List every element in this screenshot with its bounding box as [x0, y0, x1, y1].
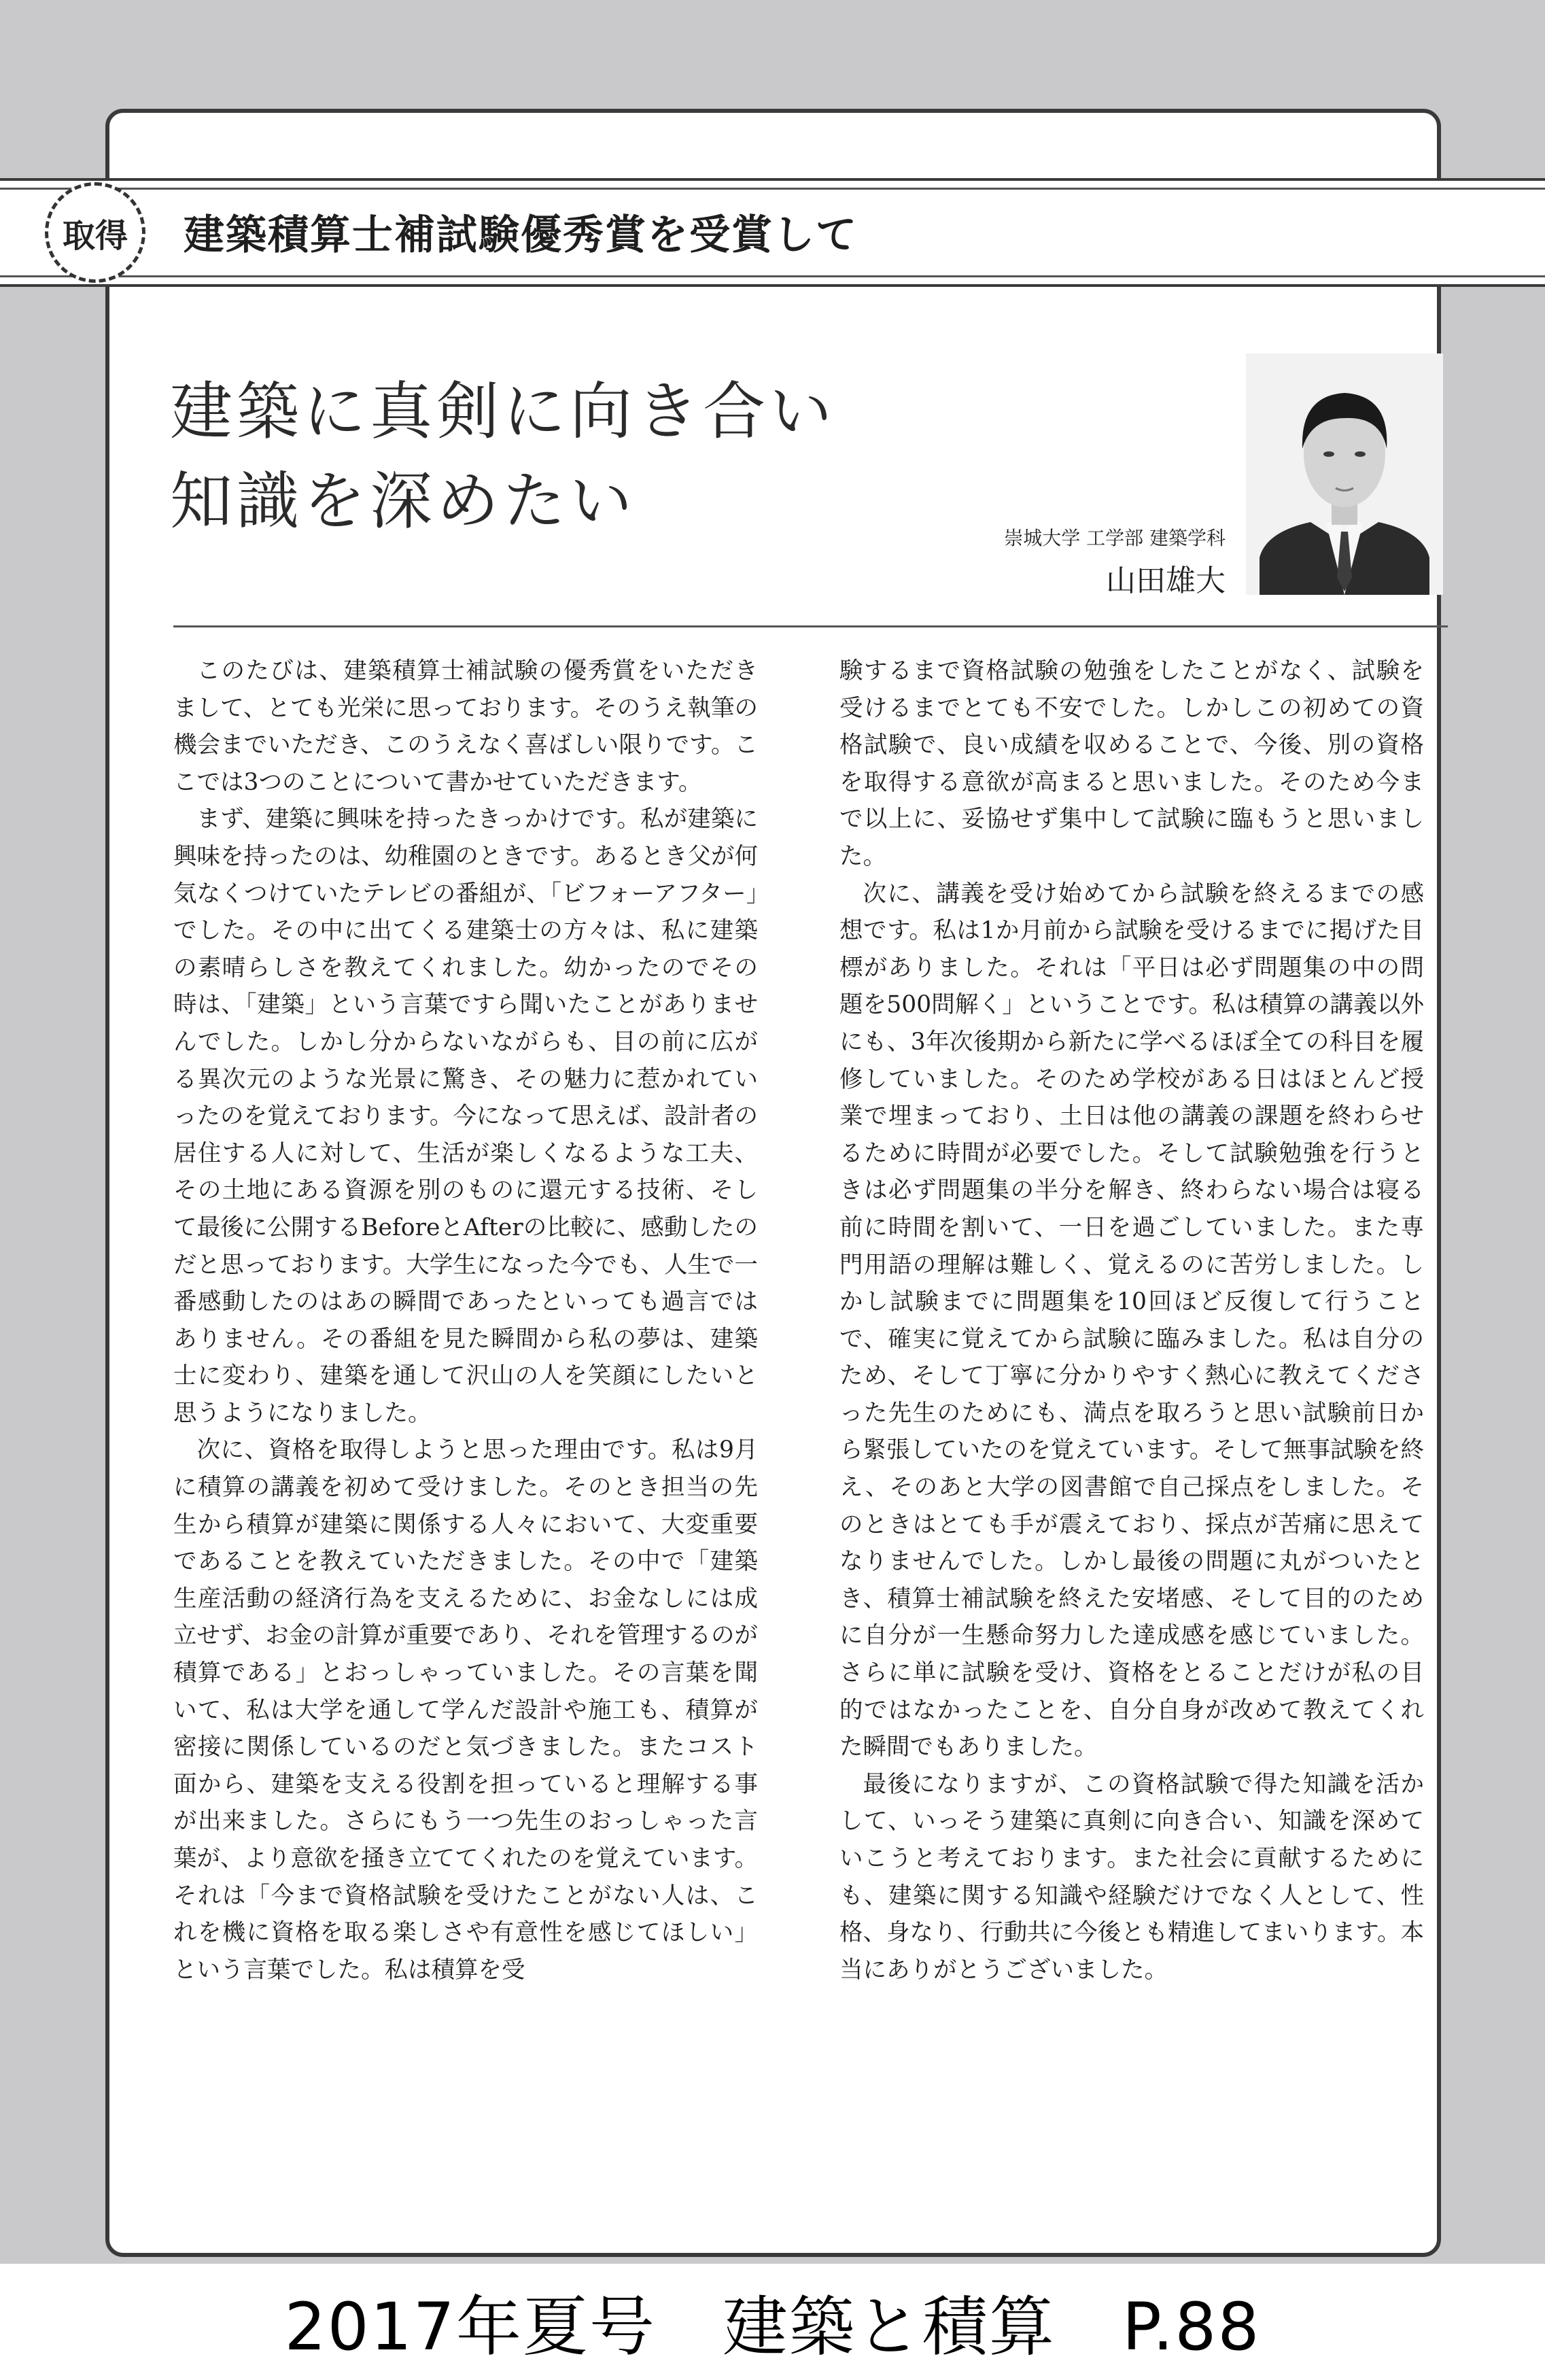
paragraph-reason: 次に、資格を取得しようと思った理由です。私は9月に積算の講義を初めて受けました。そのとき担当の先生から積算が建築に関係する人々において、大変重要であることを教えていただきました。その中で「建築生産活動の経済行為を支えるために、お金なしには成立せず、お金の計算が重要であり、それを管理するのが積算である」とおっしゃっていました。その言葉を聞いて、私は大学を通して学んだ設計や施工も、積算が密接に関係しているのだと気づきました。またコスト面から、建築を支える役割を担っていると理解する事が出来ました。さらにもう一つ先生のおっしゃった言葉が、より意欲を掻き立ててくれたのを覚えています。それは「今まで資格試験を受けたことがない人は、これを機に資格を取る楽しさや有意性を感じてほしい」という言葉でした。私は積算を受	[173, 1436, 758, 1984]
footer-issue-info: 2017年夏号 建築と積算 P.88	[284, 2289, 1261, 2365]
paragraph-intro: このたびは、建築積算士補試験の優秀賞をいただきまして、とても光栄に思っております。そのうえ執筆の機会までいただき、このうえなく喜ばしい限りです。ここでは3つのことについて書かせていただきます。	[173, 657, 758, 796]
section-divider	[173, 625, 1448, 627]
author-affiliation: 崇城大学 工学部 建築学科	[1004, 527, 1226, 549]
body-column-left	[173, 653, 758, 1988]
article-headline	[170, 367, 1088, 547]
body-column-right	[839, 653, 1424, 1988]
category-badge: 取得	[45, 182, 145, 283]
footer	[0, 2264, 1545, 2380]
paragraph-reason-continued: 験するまで資格試験の勉強をしたことがなく、試験を受けるまでとても不安でした。しかしこの初めての資格試験で、良い成績を収めることで、今後、別の資格を取得する意欲が高まると思いました。そのため今まで以上に、妥協せず集中して試験に臨もうと思いました。	[839, 657, 1424, 870]
paragraph-impressions: 次に、講義を受け始めてから試験を終えるまでの感想です。私は1か月前から試験を受けるまでに掲げた目標がありました。それは「平日は必ず問題集の中の問題を500問解く」ということです。私は積算の講義以外にも、3年次後期から新たに学べるほぼ全ての科目を履修していました。そのため学校がある日はほとんど授業で埋まっており、土日は他の講義の課題を終わらせるために時間が必要でした。そして試験勉強を行うときは必ず問題集の半分を解き、終わらない場合は寝る前に時間を割いて、一日を過ごしていました。また専門用語の理解は難しく、覚えるのに苦労しました。しかし試験までに問題集を10回ほど反復して行うことで、確実に覚えてから試験に臨みました。私は自分のため、そして丁寧に分かりやすく熱心に教えてくださった先生のためにも、満点を取ろうと思い試験前日から緊張していたのを覚えています。そして無事試験を終え、そのあと大学の図書館で自己採点をしました。そのときはとても手が震えており、採点が苦痛に思えてなりませんでした。しかし最後の問題に丸がついたとき、積算士補試験を終えた安堵感、そして目的のために自分が一生懸命努力した達成感を感じていました。さらに単に試験を受け、資格をとることだけが私の目的ではなかったことを、自分自身が改めて教えてくれた瞬間でもありました。	[839, 880, 1424, 1761]
portrait-illustration	[1246, 353, 1443, 595]
headline-line-2: 知識を深めたい	[170, 465, 637, 538]
paragraph-motivation: まず、建築に興味を持ったきっかけです。私が建築に興味を持ったのは、幼稚園のときです。あるとき父が何気なくつけていたテレビの番組が、「ビフォーアフター」でした。その中に出てくる建築士の方々は、私に建築の素晴らしさを教えてくれました。幼かったのでその時は、「建築」という言葉ですら聞いたことがありませんでした。しかし分からないながらも、目の前に広がる異次元のような光景に驚き、その魅力に惹かれていったのを覚えております。今になって思えば、設計者の居住する人に対して、生活が楽しくなるような工夫、その土地にある資源を別のものに還元する技術、そして最後に公開するBeforeとAfterの比較に、感動したのだと思っております。大学生になった今でも、人生で一番感動したのはあの瞬間であったといっても過言ではありません。その番組を見た瞬間から私の夢は、建築士に変わり、建築を通して沢山の人を笑顔にしたいと思うようになりました。	[173, 806, 758, 1427]
banner-title: 建築積算士補試験優秀賞を受賞して	[184, 211, 858, 259]
paragraph-closing: 最後になりますが、この資格試験で得た知識を活かして、いっそう建築に真剣に向き合い、知識を深めていこうと考えております。また社会に貢献するためにも、建築に関する知識や経験だけでなく人として、性格、身なり、行動共に今後とも精進してまいります。本当にありがとうございました。	[839, 1770, 1424, 1984]
author-name: 山田雄大	[1106, 564, 1226, 598]
headline-line-1: 建築に真剣に向き合い	[170, 375, 837, 448]
author-photo	[1246, 353, 1443, 595]
